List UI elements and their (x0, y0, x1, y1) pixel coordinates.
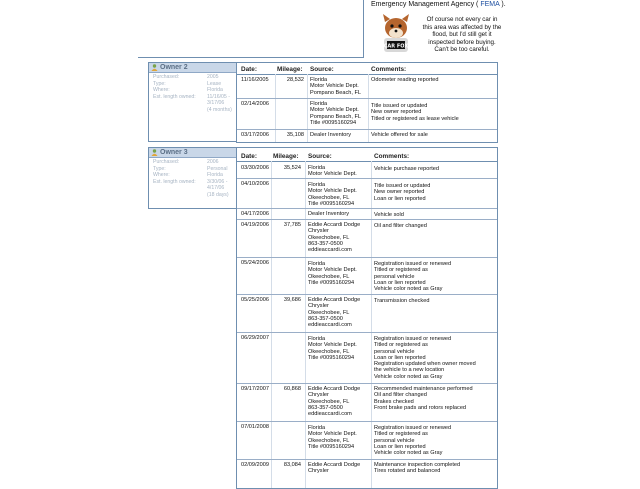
owner-3-title: Owner 3 (160, 149, 188, 156)
record-source: Dealer Inventory (310, 132, 352, 138)
record-date: 09/17/2007 (241, 386, 269, 392)
record-comments: Recommended maintenance performed Oil and filter changed Brakes checked Front brake pads and rotors replaced (374, 386, 473, 411)
record-date: 02/09/2009 (241, 462, 269, 468)
source-header: Source: (310, 66, 334, 73)
fema-line-pre: Emergency Management Agency ( (371, 1, 479, 8)
record-comments: Vehicle purchase reported (374, 166, 439, 172)
comments-header: Comments: (371, 66, 407, 73)
record-date: 04/19/2006 (241, 222, 269, 228)
source-header: Source: (308, 153, 332, 160)
fox-badge-text: CAR FOX (383, 43, 409, 50)
fox-note: Of course not every car in this area was affected by the flood, but I'd still get it inspected before buying. Can't be too careful. (422, 16, 502, 54)
faint-label: Est. length owned: (153, 93, 196, 100)
faint-value: Florida (207, 172, 223, 179)
record-source: Florida Motor Vehicle Dept. Okeechobee, FL Title #0095160294 (308, 336, 357, 361)
record-mileage: 60,868 (283, 386, 301, 392)
mileage-header: Mileage: (277, 66, 303, 73)
record-source: Eddie Accardi Dodge Chrysler Okeechobee, FL 863-357-0500 eddieaccardi.com (308, 297, 361, 329)
faint-label: Est. length owned: (153, 178, 196, 185)
record-comments: Title issued or updated New owner reported Loan or lien reported (374, 183, 431, 202)
faint-value: Personal (207, 165, 228, 172)
record-date: 11/16/2005 (241, 77, 269, 83)
faint-value: 11/16/05 - 3/17/06 (207, 93, 230, 107)
record-comments: Registration issued or renewed Titled or registered as personal vehicle Loan or lien reported Vehicle color noted as Gray (374, 425, 452, 457)
record-comments: Odometer reading reported (371, 77, 439, 83)
faint-value: (4 months) (207, 106, 232, 113)
record-comments: Oil and filter changed (374, 223, 427, 229)
record-date: 07/01/2008 (241, 424, 269, 430)
owner-3-header (149, 148, 237, 158)
record-comments: Vehicle sold (374, 212, 404, 218)
record-date: 06/29/2007 (241, 335, 269, 341)
record-date: 05/25/2006 (241, 297, 269, 303)
record-mileage: 83,084 (283, 462, 301, 468)
record-comments: Title issued or updated New owner reported Titled or registered as lease vehicle (371, 103, 459, 122)
mileage-header: Mileage: (273, 153, 299, 160)
faint-value: (18 days) (207, 191, 229, 198)
faint-label: Where: (153, 172, 170, 179)
owner-2-history-table (236, 62, 498, 143)
record-source: Dealer Inventory (308, 211, 350, 217)
faint-value: 2005 (207, 74, 219, 80)
owner-3-summary (148, 147, 238, 209)
record-mileage: 39,686 (283, 297, 301, 303)
owner-person-icon (151, 64, 158, 71)
owner-person-icon (151, 149, 158, 156)
fema-line-post: ). (501, 1, 506, 8)
record-date: 03/30/2006 (241, 165, 269, 171)
faint-value: Florida (207, 87, 223, 94)
record-comments: Transmission checked (374, 298, 430, 304)
date-header: Date: (241, 66, 257, 73)
record-source: Eddie Accardi Dodge Chrysler (308, 462, 361, 475)
record-source: Florida Motor Vehicle Dept. Okeechobee, FL Title #0095160294 (308, 425, 357, 450)
owner-2-summary (148, 62, 238, 142)
faint-label: Type: (153, 165, 166, 172)
faint-label: Type: (153, 80, 166, 87)
record-source: Florida Motor Vehicle Dept. Pompano Beach, FL (310, 77, 361, 96)
faint-label: Where: (153, 87, 170, 94)
faint-label: Purchased: (153, 159, 180, 165)
owner-2-header (149, 63, 237, 73)
record-comments: Registration issued or renewed Titled or registered as personal vehicle Loan or lien reported Registration updated when owner moved the vehicle to a new location Vehicle color noted as Gray (374, 336, 476, 380)
record-comments: Registration issued or renewed Titled or registered as personal vehicle Loan or lien reported Vehicle color noted as Gray (374, 261, 452, 293)
record-source: Florida Motor Vehicle Dept. Okeechobee, FL Title #0095160294 (308, 261, 357, 286)
record-date: 03/17/2006 (241, 132, 269, 138)
record-date: 04/10/2006 (241, 181, 269, 187)
record-comments: Vehicle offered for sale (371, 132, 428, 138)
record-source: Florida Motor Vehicle Dept. (308, 165, 357, 178)
faint-label: Purchased: (153, 74, 180, 80)
record-mileage: 35,524 (283, 165, 301, 171)
record-mileage: 28,532 (286, 77, 304, 83)
faint-value: 2006 (207, 159, 219, 165)
record-mileage: 37,785 (283, 222, 301, 228)
faint-value: 3/30/06 - 4/17/06 (207, 178, 228, 192)
record-comments: Maintenance inspection completed Tires rotated and balanced (374, 462, 461, 475)
record-source: Florida Motor Vehicle Dept. Pompano Beach, FL Title #0095160294 (310, 101, 361, 126)
record-source: Eddie Accardi Dodge Chrysler Okeechobee, FL 863-357-0500 eddieaccardi.com (308, 386, 361, 418)
car-fox-mascot-icon (376, 14, 416, 56)
record-source: Florida Motor Vehicle Dept. Okeechobee, FL Title #0095160294 (308, 182, 357, 207)
owner-2-title: Owner 2 (160, 64, 188, 71)
record-source: Eddie Accardi Dodge Chrysler Okeechobee, FL 863-357-0500 eddieaccardi.com (308, 222, 361, 254)
fema-link[interactable]: FEMA (480, 1, 500, 8)
record-date: 05/24/2006 (241, 260, 269, 266)
record-date: 02/14/2006 (241, 101, 269, 107)
record-date: 04/17/2006 (241, 211, 269, 217)
previous-section-box (138, 0, 364, 58)
record-mileage: 35,108 (286, 132, 304, 138)
owner-3-history-table (236, 147, 498, 489)
faint-value: Lease (207, 80, 222, 87)
fema-line (371, 1, 506, 8)
date-header: Date: (241, 153, 257, 160)
comments-header: Comments: (374, 153, 410, 160)
